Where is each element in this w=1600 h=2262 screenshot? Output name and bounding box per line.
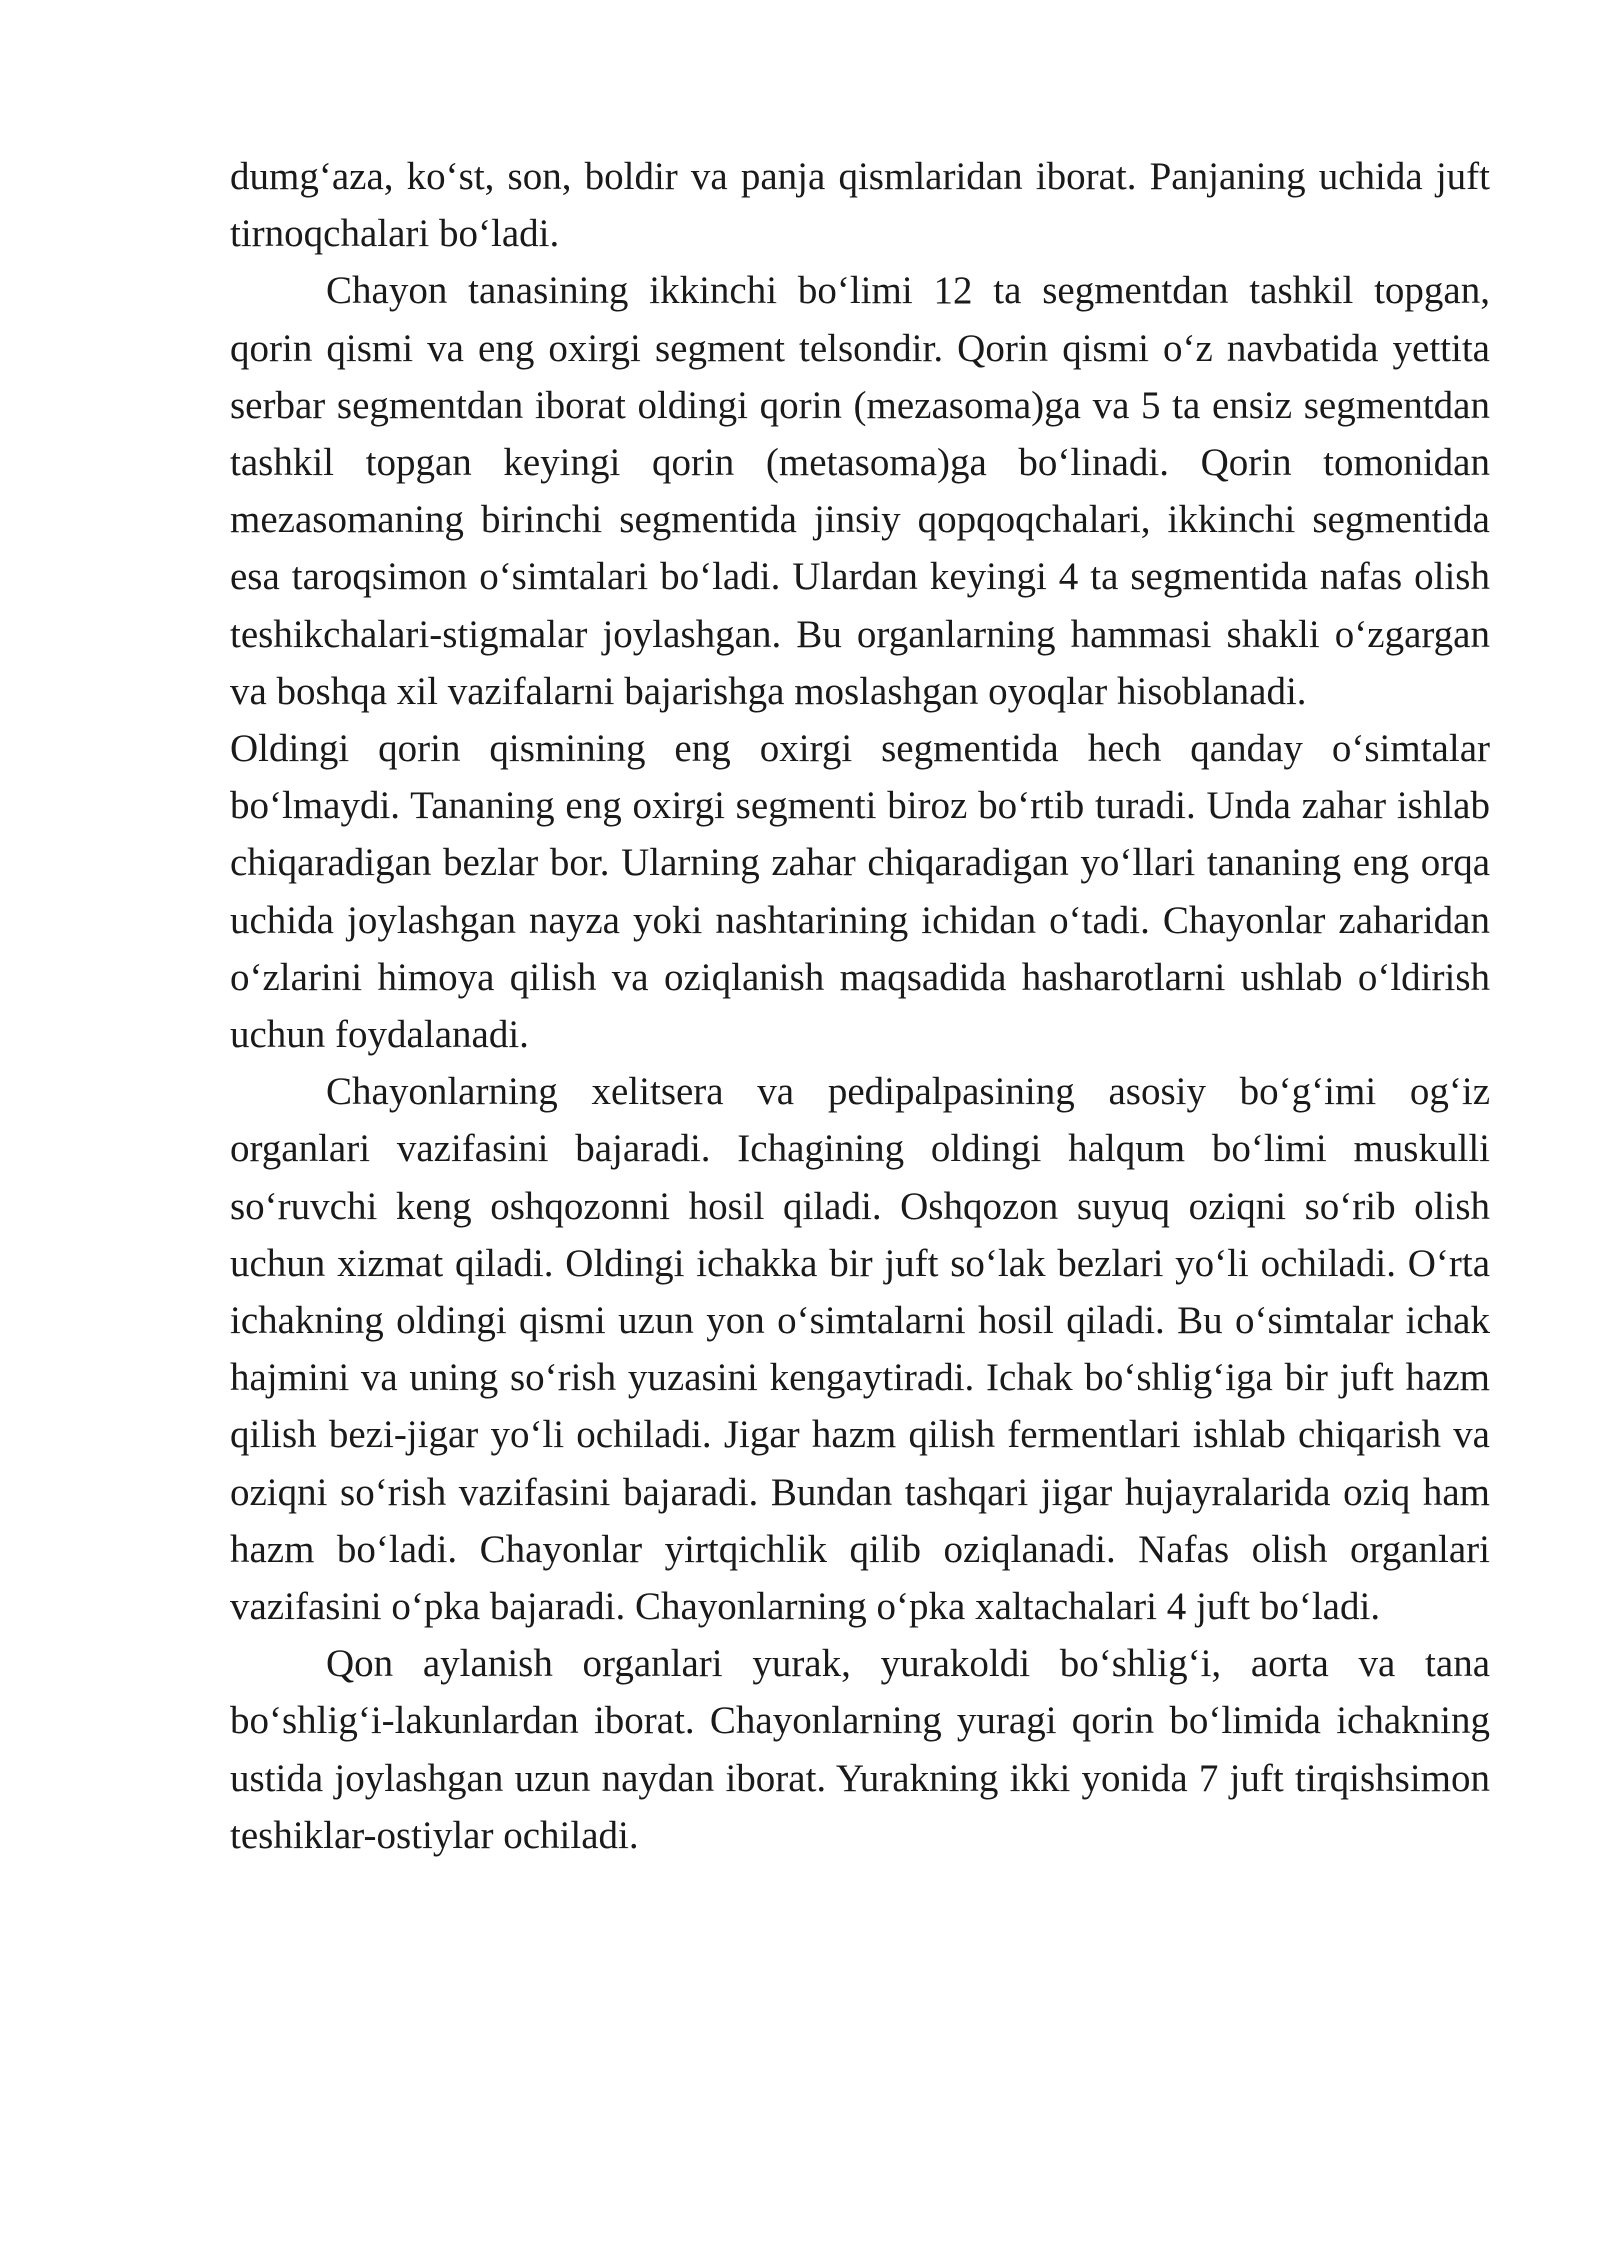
paragraph-2: Chayon tanasining ikkinchi bo‘limi 12 ta segmentdan tashkil topgan, qorin qismi va eng oxirgi segment telsondir. Qorin qismi o‘z navbatida yettita serbar segmentdan iborat oldingi qorin (mezasoma)ga va 5 ta ensiz segmentdan tashkil topgan keyingi qorin (metasoma)ga bo‘linadi. Qorin tomonidan mezasomaning birinchi segmentida jinsiy qopqoqchalari, ikkinchi segmentida esa taroqsimon o‘simtalari bo‘ladi. Ulardan keyingi 4 ta segmentida nafas olish teshikchalari-stigmalar joylashgan. Bu organlarning hammasi shakli o‘zgargan va boshqa xil vazifalarni bajarishga moslashgan oyoqlar hisoblanadi. [230, 269, 1490, 713]
paragraph-4: Chayonlarning xelitsera va pedipalpasining asosiy bo‘g‘imi og‘iz organlari vazifasini bajaradi. Ichagining oldingi halqum bo‘limi muskulli so‘ruvchi keng oshqozonni hosil qiladi. Oshqozon suyuq oziqni so‘rib olish uchun xizmat qiladi. Oldingi ichakka bir juft so‘lak bezlari yo‘li ochiladi. O‘rta ichakning oldingi qismi uzun yon o‘simtalarni hosil qiladi. Bu o‘simtalar ichak hajmini va uning so‘rish yuzasini kengaytiradi. Ichak bo‘shlig‘iga bir juft hazm qilish bezi-jigar yo‘li ochiladi. Jigar hazm qilish fermentlari ishlab chiqarish va oziqni so‘rish vazifasini bajaradi. Bundan tashqari jigar hujayralarida oziq ham hazm bo‘ladi. Chayonlar yirtqichlik qilib oziqlanadi. Nafas olish organlari vazifasini o‘pka bajaradi. Chayonlarning o‘pka xaltachalari 4 juft bo‘ladi. [230, 1070, 1490, 1629]
paragraph-3: Oldingi qorin qismining eng oxirgi segmentida hech qanday o‘simtalar bo‘lmaydi. Tananing eng oxirgi segmenti biroz bo‘rtib turadi. Unda zahar ishlab chiqaradigan bezlar bor. Ularning zahar chiqaradigan yo‘llari tananing eng orqa uchida joylashgan nayza yoki nashtarining ichidan o‘tadi. Chayonlar zaharidan o‘zlarini himoya qilish va oziqlanish maqsadida hasharotlarni ushlab o‘ldirish uchun foydalanadi. [230, 727, 1490, 1057]
paragraph-5: Qon aylanish organlari yurak, yurakoldi bo‘shlig‘i, aorta va tana bo‘shlig‘i-lakunlardan iborat. Chayonlarning yuragi qorin bo‘limida ichakning ustida joylashgan uzun naydan iborat. Yurakning ikki yonida 7 juft tirqishsimon teshiklar-ostiylar ochiladi. [230, 1642, 1490, 1857]
paragraph-1: dumg‘aza, ko‘st, son, boldir va panja qismlaridan iborat. Panjaning uchida juft tirnoqchalari bo‘ladi. [230, 155, 1490, 256]
document-page [230, 148, 1490, 1864]
